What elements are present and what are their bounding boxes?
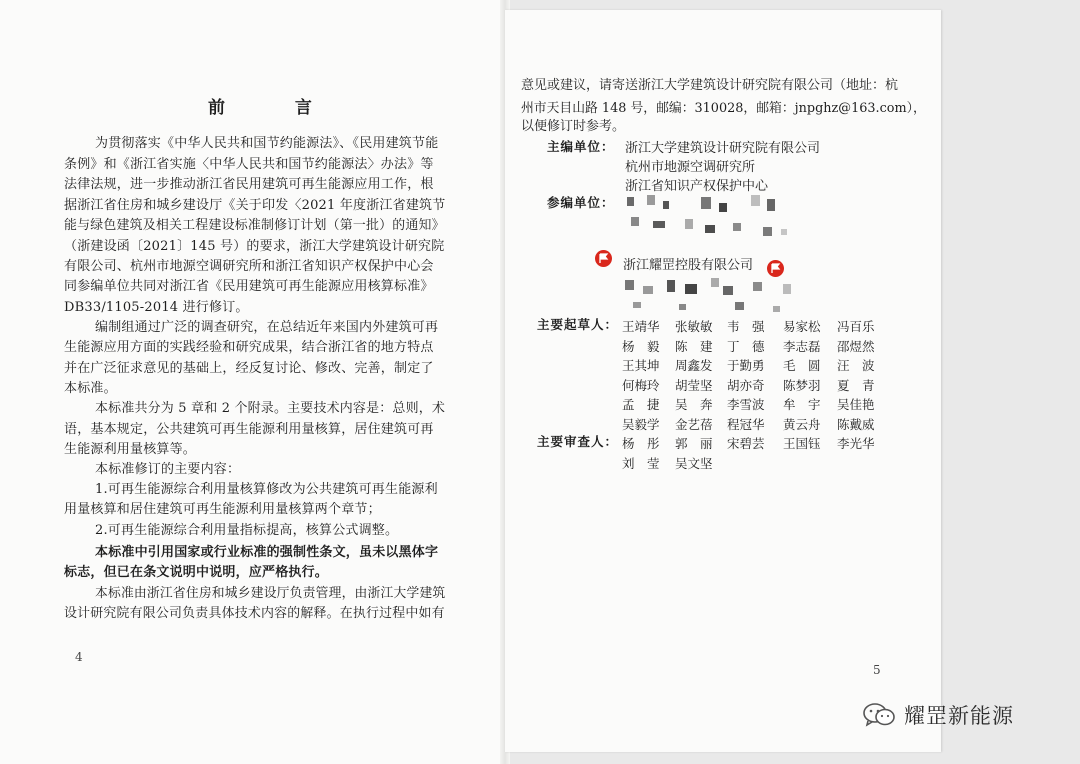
preface-line: 法律法规，进一步推动浙江省民用建筑可再生能源应用工作，根 xyxy=(64,177,434,192)
drafter-name: 何梅玲 xyxy=(622,377,660,393)
preface-line: 本标准共分为 5 章和 2 个附录。主要技术内容是：总则，术 xyxy=(95,401,446,416)
drafter-name: 杨 毅 xyxy=(622,338,660,354)
drafter-name: 张敏敏 xyxy=(675,319,713,334)
drafter-name: 于勤勇 xyxy=(727,358,765,374)
chief-editor-unit: 杭州市地源空调研究所 xyxy=(625,160,756,175)
participant-label: 参编单位： xyxy=(547,195,615,210)
page-title: 前 言 xyxy=(208,98,344,118)
preface-line: （浙建设函〔2021〕145 号）的要求，浙江大学建筑设计研究院 xyxy=(64,239,445,254)
preface-line: 编制组通过广泛的调查研究，在总结近年来国内外建筑可再 xyxy=(95,320,439,335)
preface-line: 能与绿色建筑及相关工程建设标准制修订计划（第一批）的通知》 xyxy=(64,218,445,233)
contact-line: 意见或建议，请寄送浙江大学建筑设计研究院有限公司（地址：杭 xyxy=(521,78,899,93)
drafter-name: 陈梦羽 xyxy=(783,377,821,393)
drafter-name: 邵煜然 xyxy=(837,338,875,354)
preface-line: 为贯彻落实《中华人民共和国节约能源法》、《民用建筑节能 xyxy=(95,136,439,151)
reviewer-name: 郭 丽 xyxy=(675,436,713,451)
preface-line: 设计研究院有限公司负责具体技术内容的解释。在执行过程中如有 xyxy=(64,606,445,621)
drafter-name: 金艺蓓 xyxy=(675,417,713,432)
drafter-name: 李志磊 xyxy=(783,338,821,354)
drafter-label: 主要起草人： xyxy=(537,317,619,332)
drafter-name: 胡亦奇 xyxy=(727,377,765,393)
redacted-unit-1 xyxy=(623,193,803,241)
reviewer-name: 杨 彤 xyxy=(622,436,660,451)
drafter-name: 李雪波 xyxy=(727,397,765,413)
preface-line: 本标准由浙江省住房和城乡建设厅负责管理，由浙江大学建筑 xyxy=(95,586,446,601)
drafter-name: 毛 圆 xyxy=(783,358,821,374)
drafter-name: 吴佳艳 xyxy=(837,397,875,413)
preface-line: 条例》和《浙江省实施〈中华人民共和国节约能源法〉办法》等 xyxy=(64,157,434,172)
page-number-left: 4 xyxy=(75,650,83,664)
drafter-name: 韦 强 xyxy=(727,319,765,334)
reviewer-name: 吴文坚 xyxy=(675,456,713,471)
preface-line: 标志，但已在条文说明中说明，应严格执行。 xyxy=(64,565,329,580)
drafter-name: 程冠华 xyxy=(727,417,765,432)
drafter-name: 丁 德 xyxy=(727,338,765,354)
drafter-name: 吴 奔 xyxy=(675,397,713,413)
drafter-name: 胡莹坚 xyxy=(675,377,713,393)
reviewer-name: 王国钰 xyxy=(783,436,821,451)
drafter-name: 王其坤 xyxy=(622,358,660,374)
left-page xyxy=(0,0,505,764)
preface-line: 本标准。 xyxy=(64,381,117,396)
highlighted-unit: 浙江耀罡控股有限公司 xyxy=(623,258,754,273)
drafter-name: 汪 波 xyxy=(837,358,875,374)
contact-line: 州市天目山路 148 号，邮编：310028，邮箱：jnpghz@163.com）， xyxy=(521,101,926,116)
preface-line: 语，基本规定，公共建筑可再生能源利用量核算，居住建筑可再 xyxy=(64,422,434,437)
drafter-name: 黄云舟 xyxy=(783,417,821,432)
preface-line: 据浙江省住房和城乡建设厅《关于印发〈2021 年度浙江省建筑节 xyxy=(64,198,446,213)
preface-line: 生能源利用量核算等。 xyxy=(64,442,197,457)
drafter-name: 陈戴威 xyxy=(837,417,875,432)
wechat-icon xyxy=(862,702,896,728)
preface-line: 生能源应用方面的实践经验和研究成果，结合浙江省的地方特点 xyxy=(64,340,434,355)
flag-icon xyxy=(595,250,612,267)
preface-line: 本标准修订的主要内容： xyxy=(95,462,241,477)
reviewer-name: 李光华 xyxy=(837,436,875,451)
chief-editor-label: 主编单位： xyxy=(547,139,615,154)
drafter-name: 吴毅学 xyxy=(622,417,660,432)
drafter-name: 易家松 xyxy=(783,319,821,334)
flag-icon xyxy=(767,260,784,277)
brand-watermark xyxy=(862,700,1014,730)
preface-line: 1.可再生能源综合利用量核算修改为公共建筑可再生能源利 xyxy=(95,482,438,497)
preface-line: 有限公司、杭州市地源空调研究所和浙江省知识产权保护中心会 xyxy=(64,259,434,274)
drafter-name: 周鑫发 xyxy=(675,358,713,374)
watermark-text: 耀罡新能源 xyxy=(904,704,1014,728)
drafter-name: 冯百乐 xyxy=(837,319,875,334)
right-page xyxy=(505,10,941,752)
chief-editor-unit: 浙江大学建筑设计研究院有限公司 xyxy=(625,141,821,156)
preface-line: 2.可再生能源综合利用量指标提高，核算公式调整。 xyxy=(95,523,399,538)
reviewer-name: 宋碧芸 xyxy=(727,436,765,451)
page-number-right: 5 xyxy=(873,663,881,677)
preface-line: DB33/1105-2014 进行修订。 xyxy=(64,300,249,315)
preface-line: 同参编单位共同对浙江省《民用建筑可再生能源应用核算标准》 xyxy=(64,279,434,294)
preface-line: 用量核算和居住建筑可再生能源利用量核算两个章节； xyxy=(64,502,381,517)
contact-line: 以便修订时参考。 xyxy=(521,119,626,134)
redacted-unit-2 xyxy=(623,276,823,316)
reviewer-label: 主要审查人： xyxy=(537,434,619,449)
preface-line: 本标准中引用国家或行业标准的强制性条文，虽未以黑体字 xyxy=(95,545,439,560)
preface-line: 并在广泛征求意见的基础上，经反复讨论、修改、完善，制定了 xyxy=(64,361,434,376)
chief-editor-unit: 浙江省知识产权保护中心 xyxy=(625,179,769,194)
reviewer-name: 刘 莹 xyxy=(622,456,660,471)
drafter-name: 王靖华 xyxy=(622,319,660,334)
drafter-name: 陈 建 xyxy=(675,338,713,354)
drafter-name: 夏 青 xyxy=(837,377,875,393)
drafter-name: 牟 宇 xyxy=(783,397,821,413)
drafter-name: 孟 捷 xyxy=(622,397,660,413)
